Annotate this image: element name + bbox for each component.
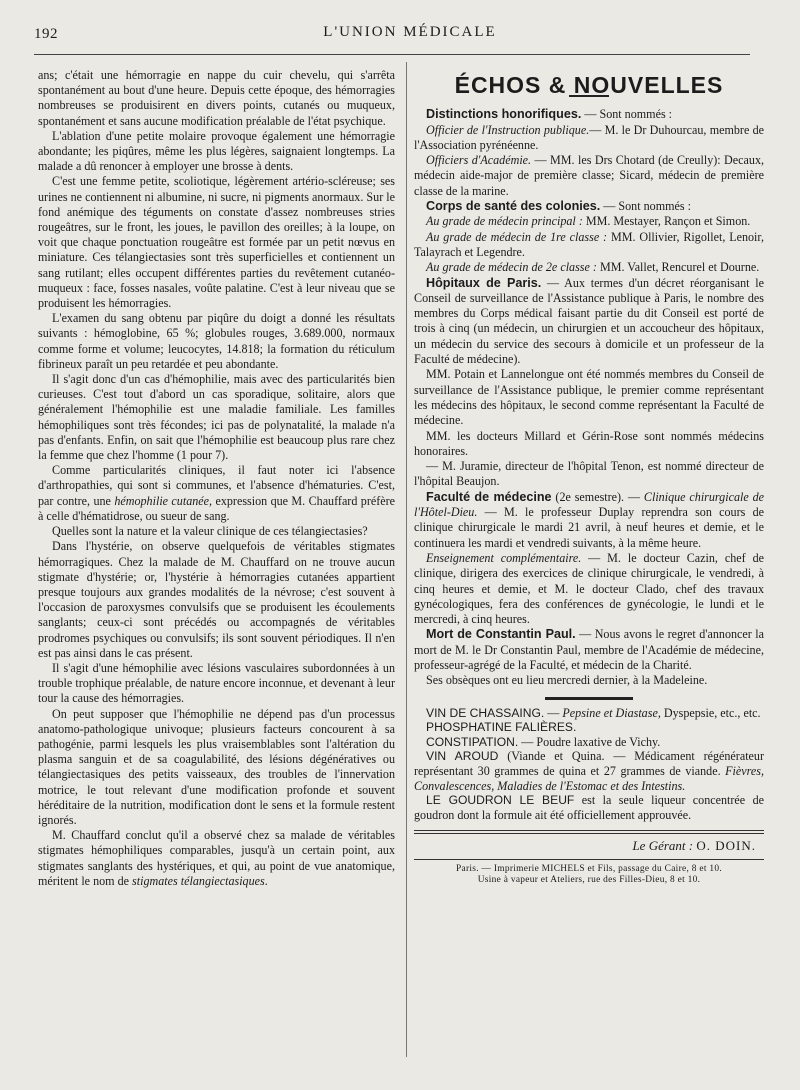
body-paragraph bbox=[38, 828, 395, 889]
item-text: — Nous avons le regret d'annoncer la mort de M. le Dr Constantin Paul, membre de l'Académie de médecine, professeur-agrégé de la Faculté, et médecin de la Charité. bbox=[414, 627, 764, 672]
italic-term: hémophilie cutanée bbox=[114, 493, 210, 508]
news-item bbox=[414, 627, 764, 673]
imprint-line-1: Paris. — Imprimerie MICHELS et Fils, passage du Caire, 8 et 10. bbox=[456, 863, 722, 874]
item-text: MM. les docteurs Millard et Gérin-Rose sont nommés médecins honoraires. bbox=[414, 428, 764, 458]
item-text: Ses obsèques ont eu lieu mercredi dernier, à la Madeleine. bbox=[426, 673, 708, 688]
gerant-line bbox=[414, 838, 764, 853]
item-text: — Sont nommés : bbox=[581, 107, 673, 122]
advert-item bbox=[414, 735, 764, 750]
gerant-label: Le Gérant : bbox=[632, 838, 694, 854]
news-list bbox=[414, 107, 764, 688]
italic-text: Enseignement complémentaire. bbox=[426, 550, 582, 565]
advert-item bbox=[414, 706, 764, 721]
advert-item bbox=[414, 720, 764, 735]
news-item bbox=[414, 153, 764, 199]
news-item bbox=[414, 429, 764, 460]
paragraph-text: M. Chauffard conclut qu'il a observé chez sa malade de véritables stigmates hémophiliques comparables, jusqu'à un certain point, aux stigmates sanglants des hystériques, et qui, au point de vue anatomique, méritent le nom de bbox=[38, 828, 395, 888]
item-text: MM. Vallet, Rencurel et Dourne. bbox=[596, 260, 760, 275]
item-text: — bbox=[544, 705, 563, 720]
body-paragraph: L'ablation d'une petite molaire provoque également une hémorragie abondante; les piqûres, même les plus légères, saignaient longtemps. La malade a dû renoncer à employer une brosse à dents. bbox=[38, 128, 395, 174]
advert-item bbox=[414, 749, 764, 793]
body-paragraph bbox=[38, 463, 395, 524]
double-rule bbox=[414, 830, 764, 834]
item-text: — MM. les Drs Chotard (de Creully): Decaux, médecin aide-major de première classe; Sicard, médecin de première classe de la marine. bbox=[414, 153, 765, 198]
news-item bbox=[414, 551, 764, 627]
item-text: — M. Juramie, directeur de l'hôpital Tenon, est nommé directeur de l'hôpital Beaujon. bbox=[414, 459, 764, 489]
advert-item bbox=[414, 793, 764, 822]
right-column bbox=[414, 68, 764, 886]
italic-text: Au grade de médecin de 2e classe : bbox=[426, 260, 597, 275]
italic-text: Fièvres, Convalescences, Maladies de l'Estomac et des Intestins. bbox=[414, 763, 764, 793]
item-text: — M. le docteur Cazin, chef de clinique, dirigera des exercices de clinique chirurgicale, le vendredi, à cinq heures et demie, et M. le docteur Clado, chef des travaux gynécologiques, fera des conférences de gynécologie, le lundi et le mercredi, à cinq heures. bbox=[414, 550, 764, 627]
body-paragraph: Il s'agit d'une hémophilie avec lésions vasculaires subordonnées à un trouble trophique préalable, de nature encore inconnue, et devenant à leur tour la cause des hémorragies. bbox=[38, 660, 395, 706]
news-item bbox=[414, 367, 764, 428]
item-heading: Hôpitaux de Paris. bbox=[426, 275, 542, 290]
page-number: 192 bbox=[34, 26, 58, 42]
item-heading: Corps de santé des colonies. bbox=[426, 199, 601, 214]
running-header bbox=[30, 20, 790, 48]
italic-text: Pepsine et Diastase bbox=[562, 705, 658, 720]
advert-product-name: VIN DE CHASSAING. bbox=[426, 705, 545, 720]
imprint-line-2: Usine à vapeur et Ateliers, rue des Filles-Dieu, 8 et 10. bbox=[477, 874, 701, 885]
section-title: ÉCHOS & NOUVELLES bbox=[454, 72, 724, 98]
item-text: — Poudre laxative de Vichy. bbox=[518, 734, 661, 749]
item-text: — M. le Dr Duhourcau, membre de l'Association pyrénéenne. bbox=[414, 122, 765, 152]
news-item bbox=[414, 123, 764, 154]
news-item bbox=[414, 490, 764, 551]
item-text: est la seule liqueur concentrée de goudron dont la formule ait été officiellement approuvée. bbox=[414, 793, 764, 822]
italic-text: Au grade de médecin principal : bbox=[426, 214, 583, 229]
body-paragraph: Il s'agit donc d'un cas d'hémophilie, mais avec des particularités bien curieuses. C'est tout d'abord un cas sporadique, solitaire, alors que généralement l'hémophilie est une maladie familiale. Les familles hémophiliques sont très fécondes; ici pas de polynatalité, la malade n'a pas d'enfants. Enfin, on sait que l'hémophilie est beaucoup plus rare chez la femme que chez l'homme (1 pour 7). bbox=[38, 372, 395, 463]
paragraph-text: , expression que M. Chauffard préfère à celle d'hématidrose, ou sueur de sang. bbox=[38, 493, 396, 523]
imprint-rule bbox=[414, 859, 764, 860]
advert-separator bbox=[545, 697, 633, 700]
body-paragraph: C'est une femme petite, scoliotique, légèrement artério-scléreuse; ses urines ne contiennent ni albumine, ni sucre, ni pigments anormaux. Sur le fond anémique des téguments on constate d'assez nombreuses stries rougeâtres, sur le front, les joues, le pavillon des oreilles; à la loupe, on voit que chaque ponctuation rougeâtre est formée par un petit nœvus en miniature. Ces télangiectasies sont très superficielles et contiennent un sang rutilant; elles occupent différentes parties du revêtement cutanéo-muqueux : face, fosses nasales, voûte palatine. C'est à leur niveau que se produisent les hémorragies. bbox=[38, 174, 395, 311]
header-rule bbox=[34, 54, 750, 55]
news-item bbox=[414, 230, 764, 261]
item-text: — M. le professeur Duplay reprendra son cours de clinique chirurgicale le mardi 21 avril, à neuf heures et demie, et le continuera les mardi et vendredi suivants, à la même heure. bbox=[414, 505, 764, 550]
advert-list bbox=[414, 706, 764, 823]
news-item bbox=[414, 199, 764, 214]
item-text: (Viande et Quina. — Médicament régénérateur représentant 30 grammes de quina et 27 grammes de viande. bbox=[414, 749, 765, 778]
imprint bbox=[414, 864, 764, 886]
news-item bbox=[414, 214, 764, 229]
advert-product-name: CONSTIPATION. bbox=[426, 734, 519, 749]
item-heading: Distinctions honorifiques. bbox=[426, 107, 582, 122]
item-text: MM. Potain et Lannelongue ont été nommés membres du Conseil de surveillance de l'Assistance publique, le premier comme représentant les médecins des hôpitaux, le second comme représentant la Faculté de médecine. bbox=[414, 367, 764, 428]
italic-text: Clinique chirurgicale de l'Hôtel-Dieu. bbox=[414, 489, 765, 520]
body-paragraph: L'examen du sang obtenu par piqûre du doigt a donné les résultats suivants : hémoglobine, 65 %; globules rouges, 3.689.000, normaux comme forme et volume; leucocytes, 14.818; la formation du réticulum fibrineux paraît un peu retardée et peu abondante. bbox=[38, 311, 395, 371]
body-paragraph: On peut supposer que l'hémophilie ne dépend pas d'un processus anatomo-pathologique univoque; plusieurs facteurs concourent à sa pathogénie, parmi lesquels les plus vraisemblables sont l'altération du plasma sanguin et de sa coagulabilité, des lésions dégénératives ou télangiectasiques des petits vaisseaux, des troubles de l'innervation motrice, le tout relevant d'une modification profonde et souvent héréditaire de la nutrition, modification dont le sens et la formule restent ignorés. bbox=[38, 706, 395, 827]
item-text: — Aux termes d'un décret réorganisant le Conseil de surveillance de l'Assistance publique à Paris, le nombre des membres du Corps médical faisant partie du dit Conseil est porté de trois à cinq (un médecin, un chirurgien et un accoucheur des hôpitaux, un médecin du service des secours à domicile et un professeur de la Faculté de médecine). bbox=[414, 275, 764, 367]
left-column bbox=[38, 68, 395, 889]
body-paragraph: Dans l'hystérie, on observe quelquefois de véritables stigmates hémorragiques. Chez la malade de M. Chauffard on ne trouve aucun stigmate d'hystérie; or, l'hystérie à hémorragies cutanées appartient presque toujours aux grandes modalités de la névrose; c'est souvent à l'occasion de paroxysmes convulsifs que se produisent les écoulements sanglants; ceux-ci sont précédés ou accompagnés de véritables prodromes psychiques ou convulsifs; ils sont souvent périodiques. Il n'en est pas ainsi dans le cas présent. bbox=[38, 539, 395, 660]
news-item bbox=[414, 107, 764, 122]
item-text: (2e semestre). — bbox=[551, 489, 644, 504]
item-text: , Dyspepsie, etc., etc. bbox=[657, 705, 761, 720]
news-item bbox=[414, 459, 764, 490]
gerant-name: O. DOIN. bbox=[696, 838, 756, 854]
italic-text: Officier de l'Instruction publique. bbox=[426, 122, 590, 137]
advert-product-name: VIN AROUD bbox=[426, 749, 499, 764]
item-heading: Mort de Constantin Paul. bbox=[426, 627, 576, 642]
body-paragraph: ans; c'était une hémorragie en nappe du cuir chevelu, qui s'arrêta spontanément au bout d'une heure. Depuis cette époque, des hémorragies nombreuses se produisirent en divers points, cutanés ou muqueux, spontanément et sans aucune modification préalable de l'état psychique. bbox=[38, 68, 395, 128]
item-text: — Sont nommés : bbox=[600, 199, 691, 214]
advert-product-name: LE GOUDRON LE BEUF bbox=[426, 793, 575, 808]
running-title: L'UNION MÉDICALE bbox=[323, 24, 497, 40]
column-divider bbox=[406, 62, 407, 1057]
item-heading: Faculté de médecine bbox=[426, 489, 552, 504]
body-paragraph: Quelles sont la nature et la valeur clinique de ces télangiectasies? bbox=[52, 524, 368, 539]
news-item bbox=[414, 260, 764, 275]
advert-product-name: PHOSPHATINE FALIÈRES. bbox=[426, 720, 577, 735]
italic-term: stigmates télangiectasiques bbox=[132, 873, 265, 888]
italic-text: Au grade de médecin de 1re classe : bbox=[426, 229, 608, 244]
item-text: MM. Ollivier, Rigollet, Lenoir, Talayrach et Legendre. bbox=[414, 229, 764, 259]
paragraph-text: . bbox=[264, 873, 268, 888]
paragraph-text: Comme particularités cliniques, il faut noter ici l'absence d'arthropathies, qui sont si communes, et l'absence d'hématuries. C'est, par contre, une bbox=[38, 463, 395, 508]
item-text: MM. Mestayer, Rançon et Simon. bbox=[582, 214, 751, 229]
news-item bbox=[414, 673, 764, 688]
news-item bbox=[414, 276, 764, 368]
italic-text: Officiers d'Académie. bbox=[426, 153, 532, 168]
